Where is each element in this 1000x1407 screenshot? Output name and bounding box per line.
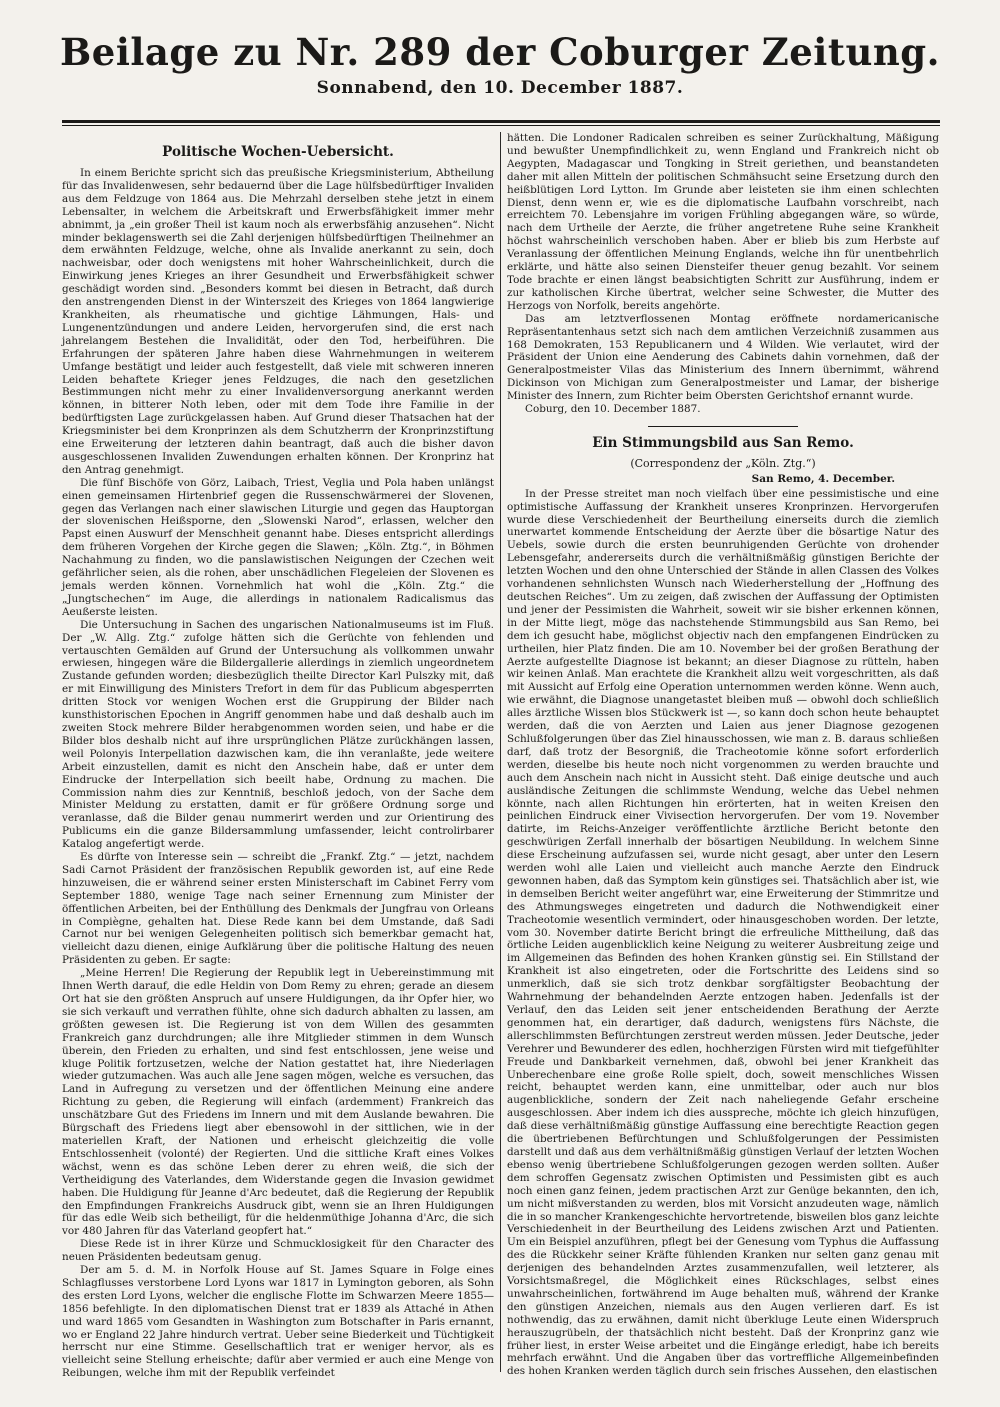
column-separator — [500, 132, 501, 1372]
left-column — [62, 132, 494, 1380]
city-date-line: Coburg, den 10. December 1887. — [525, 403, 701, 416]
article-divider — [648, 426, 798, 427]
article-paragraph: Die Untersuchung in Sachen des ungarischen Nationalmuseums ist im Fluß. Der „W. Allg. Ztg.“ zufolge hätten sich die Gerüchte von fehlenden und vertauschten Gemälden auf Grund der Untersuchung als vollkommen unwahr erwiesen, hingegen wäre die Bildergallerie allerdings in ziemlich ungeordnetem Zustande gefunden worden; diesbezüglich theilte Director Karl Pulszky mit, daß er mit Einwilligung des Ministers Trefort in dem für das Publicum abgesperrten dritten Stock vor wenigen Wochen erst die Gruppirung der Bilder nach kunsthistorischen Epochen in Angriff genommen habe und daß deshalb auch im zweiten Stock mehrere Bilder herabgenommen worden seien, und habe er die Bilder blos deshalb nicht auf ihre ursprünglichen Plätze zurückhängen lassen, weil Polonyis Interpellation dazwischen kam, die ihn veranlaßte, jede weitere Arbeit einzustellen, damit es nicht den Anschein habe, daß er unter dem Eindrucke der Interpellation sich beeilt habe, Ordnung zu machen. Die Commission nahm dies zur Kenntniß, beschloß jedoch, von der Sache dem Minister Meldung zu erstatten, damit er für größere Ordnung sorge und veranlasse, daß die Bilder genau nummerirt werden und zur Orientirung des Publicums ein die ganze Bildersammlung umfassender, leicht controlirbarer Katalog angefertigt werde. — [62, 618, 494, 851]
san-remo-dateline: San Remo, 4. December. — [751, 472, 895, 485]
article-paragraph: Der am 5. d. M. in Norfolk House auf St. James Square in Folge eines Schlagflusses verstorbene Lord Lyons war 1817 in Lymington geboren, als Sohn des ersten Lord Lyons, welcher die englische Flotte im Schwarzen Meere 1855—1856 befehligte. In den diplomatischen Dienst trat er 1839 als Attaché in Athen und ward 1865 vom Gesandten in Washington zum Botschafter in Paris ernannt, wo er England 22 Jahre hindurch vertrat. Ueber seine Biederkeit und Tüchtigkeit herrscht nur eine Stimme. Gesellschaftlich trat er weniger hervor, als es vielleicht seine Stellung erheischte; dafür aber vermied er auch eine Menge von Reibungen, welche ihm mit der Republik verfeindet — [62, 1264, 494, 1380]
masthead — [0, 30, 1000, 98]
section-heading-politics: Politische Wochen-Uebersicht. — [162, 144, 394, 160]
article-paragraph: Diese Rede ist in ihrer Kürze und Schmucklosigkeit für den Character des neuen Präsidenten bedeutsam genug. — [62, 1238, 494, 1264]
article-paragraph: „Meine Herren! Die Regierung der Republik legt in Uebereinstimmung mit Ihnen Werth darauf, die edle Heldin von Dom Remy zu ehren; gerade an diesem Ort hat sie den größten Anspruch auf unsere Huldigungen, da ihr Opfer hier, wo sie sich verkauft und verrathen fühlte, ohne sich dadurch abhalten zu lassen, am größten gewesen ist. Die Regierung ist von dem Willen des gesammten Frankreich ganz durchdrungen; alle ihre Mitglieder stimmen in dem Wunsch überein, den Frieden zu erhalten, und sind fest entschlossen, jene weise und kluge Politik fortzusetzen, welche der Nation gestattet hat, ihre Niederlagen wieder gutzumachen. Was auch alle Jene sagen mögen, welche es versuchen, das Land in Aufregung zu versetzen und der öffentlichen Meinung eine andere Richtung zu geben, die Regierung will einfach (ardemment) Frankreich das unschätzbare Gut des Friedens im Innern und mit dem Auslande bewahren. Die Bürgschaft des Friedens liegt aber ebensowohl in der sittlichen, wie in der materiellen Kraft, der Nationen und erheischt gleichzeitig die volle Entschlossenheit (volonté) der Regierten. Und die sittliche Kraft eines Volkes wächst, wenn es das schöne Leben derer zu ehren weiß, die sich der Vertheidigung des Vaterlandes, dem Widerstande gegen die Invasion gewidmet haben. Die Huldigung für Jeanne d'Arc bedeutet, daß die Regierung der Republik den Empfindungen Frankreichs Ausdruck gibt, wenn sie an Ihren Huldigungen für das edle Weib sich betheiligt, für die heldenmüthige Johanna d'Arc, die sich vor 480 Jahren für das Vaterland geopfert hat.“ — [62, 967, 494, 1238]
masthead-rule-thick — [62, 120, 940, 123]
article-paragraph: hätten. Die Londoner Radicalen schreiben es seiner Zurückhaltung, Mäßigung und bewußter Unempfindlichkeit zu, wenn England und Frankreich nicht ob Aegypten, Madagascar und Tongking in Streit geriethen, und beanstandeten daher mit allen Mitteln der politischen Schmähsucht seine Ersetzung durch den heißblütigen Lord Lytton. Im Grunde aber leisteten sie ihm einen schlechten Dienst, denn wenn er, wie es die diplomatische Laufbahn vorschreibt, nach erreichtem 70. Lebensjahre im vorigen Frühling abgegangen wäre, so würde, nach dem Urtheile der Aerzte, die früher angetretene Ruhe seine Krankheit höchst wahrscheinlich verschoben haben. Aber er blieb bis zum Herbste auf Veranlassung der öffentlichen Meinung Englands, welche ihn für unentbehrlich erklärte, und hätte also seinen Diensteifer theuer genug bezahlt. Vor seinem Tode brachte er einen längst beabsichtigten Schritt zur Ausführung, indem er zur katholischen Kirche übertrat, welcher seine Schwester, die Mutter des Herzogs von Norfolk, bereits angehörte. — [507, 132, 939, 312]
article-paragraph: Es dürfte von Interesse sein — schreibt die „Frankf. Ztg.“ — jetzt, nachdem Sadi Carnot Präsident der französischen Republik geworden ist, auf eine Rede hinzuweisen, die er während seiner ersten Ministerschaft im Cabinet Ferry vom September 1880, wenige Tage nach seiner Ernennung zum Minister der öffentlichen Arbeiten, bei der Enthüllung des Denkmals der Jungfrau von Orleans in Compiègne, gehalten hat. Diese Rede kann bei dem Umstande, daß Sadi Carnot nur bei wenigen Gelegenheiten politisch sich bemerkbar gemacht hat, vielleicht dazu dienen, einige Aufklärung über die politische Haltung des neuen Präsidenten zu geben. Er sagte: — [62, 851, 494, 967]
article-paragraph: Die fünf Bischöfe von Görz, Laibach, Triest, Veglia und Pola haben unlängst einen gemeinsamen Hirtenbrief gegen die Russenschwärmerei der Slovenen, gegen das Verlangen nach einer slawischen Liturgie und gegen das Hauptorgan der slovenischen Heißsporne, den „Slowenski Narod“, erlassen, welcher den Papst einen Auswurf der Menschheit genannt habe. Dieses entspricht allerdings dem früheren Vorgehen der Kirche gegen die Slawen; „Köln. Ztg.“, in Böhmen Nachahmung zu finden, wo die panslawistischen Neigungen der Czechen weit gefährlicher seien, als die rohen, aber unschädlichen Flegeleien der Slovenen es jemals werden können. Vornehmlich hat wohl die „Köln. Ztg.“ die „Jungtschechen“ im Auge, die allerdings in nationalem Radicalismus das Aeußerste leisten. — [62, 476, 494, 618]
masthead-date: Sonnabend, den 10. December 1887. — [316, 78, 684, 98]
article-paragraph: In einem Berichte spricht sich das preußische Kriegsministerium, Abtheilung für das Invalidenwesen, sehr bedauernd über die Lage hülfsbedürftiger Invaliden aus dem Feldzuge von 1864 aus. Die Mehrzahl derselben stehe jetzt in einem Lebensalter, in welchem die Arbeitskraft und Erwerbsfähigkeit immer mehr abnimmt, ja „ein großer Theil ist kaum noch als erwerbsfähig anzusehen“. Nicht minder beklagenswerth sei die Zahl derjenigen hülfsbedürftigen Theilnehmer an dem erwähnten Feldzuge, welche, ohne als Invalide anerkannt zu sein, doch nachweisbar, oder doch wenigstens mit hoher Wahrscheinlichkeit, durch die Einwirkung jenes Krieges an ihrer Gesundheit und Erwerbsfähigkeit schwer geschädigt worden sind. „Besonders kommt bei diesen in Betracht, daß durch den anstrengenden Dienst in der Winterszeit des Krieges von 1864 langwierige Krankheiten, als rheumatische und gichtige Lähmungen, Hals- und Lungenentzündungen und andere Leiden, hervorgerufen sind, die erst nach jahrelangem Bestehen die Invalidität, oder den Tod, herbeiführen. Die Erfahrungen der späteren Jahre haben diese Wahrnehmungen in weiterem Umfange bestätigt und leider auch festgestellt, daß viele mit schweren inneren Leiden behaftete Krieger jenes Feldzuges, die nach den gesetzlichen Bestimmungen nicht mehr zu einer Invalidenversorgung anerkannt werden können, in bitterer Noth leben, oder mit dem Tode ihre Familie in der bedürftigsten Lage zurückgelassen haben. Auf Grund dieser Thatsachen hat der Kriegsminister bei dem Kronprinzen als dem Schutzherrn der Kronprinzstiftung eine Erweiterung der letzteren dahin beantragt, daß auch die bisher davon ausgeschlossenen Invaliden Zuwendungen erhalten können. Der Kronprinz hat den Antrag genehmigt. — [62, 167, 494, 476]
section-heading-san-remo: Ein Stimmungsbild aus San Remo. — [592, 434, 854, 451]
correspondence-credit: (Correspondenz der „Köln. Ztg.“) — [630, 456, 816, 470]
masthead-rule-thin — [62, 125, 940, 126]
masthead-title: Beilage zu Nr. 289 der Coburger Zeitung. — [60, 30, 940, 74]
right-column — [507, 132, 939, 1378]
article-paragraph: Das am letztverflossenen Montag eröffnete nordamericanische Repräsentantenhaus setzt sich nach dem amtlichen Verzeichniß zusammen aus 168 Demokraten, 153 Republicanern und 4 Wilden. Wie verlautet, wird der Präsident der Union eine Aenderung des Cabinets dahin vornehmen, daß der Generalpostmeister Vilas das Ministerium des Innern übernimmt, während Dickinson von Michigan zum Generalpostmeister und Lamar, der bisherige Minister des Innern, zum Richter beim Obersten Gerichtshof ernannt wurde. — [507, 312, 939, 403]
article-paragraph: In der Presse streitet man noch vielfach über eine pessimistische und eine optimistische Auffassung der Krankheit unseres Kronprinzen. Hervorgerufen wurde diese Verschiedenheit der Beurtheilung einerseits durch die ziemlich unerwartet kommende Entscheidung der Aerzte über die bösartige Natur des Uebels, sowie durch die ersten beunruhigenden Gerüchte von drohender Lebensgefahr, andererseits durch die verhältnißmäßig günstigen Berichte der letzten Wochen und den ohne Unterschied der Stände in allen Classen des Volkes vorhandenen sehnlichsten Wunsch nach Wiederherstellung der „Hoffnung des deutschen Reiches“. Um zu zeigen, daß zwischen der Auffassung der Optimisten und jener der Pessimisten die Wahrheit, soweit wir sie bisher erkennen können, in der Mitte liegt, möge das nachstehende Stimmungsbild aus San Remo, bei dem ich gesucht habe, möglichst objectiv nach den empfangenen Eindrücken zu urtheilen, hier Platz finden. Die am 10. November bei der großen Berathung der Aerzte aufgestellte Diagnose ist bekannt; an dieser Diagnose zu rütteln, haben wir keinen Anlaß. Man erachtete die Krankheit allzu weit vorgeschritten, als daß mit Aussicht auf Erfolg eine Operation unternommen werden könne. Wenn auch, wie erwähnt, die Diagnose unangetastet bleiben muß — obwohl doch schließlich alles ärztliche Wissen blos Stückwerk ist —, so kann doch schon heute behauptet werden, daß die von Aerzten und Laien aus jener Diagnose gezogenen Schlußfolgerungen über das Ziel hinausschossen, wie man z. B. daraus schließen darf, daß trotz der Besorgniß, die Tracheotomie könne sofort erforderlich werden, dieselbe bis heute noch nicht vorgenommen zu werden brauchte und auch dem Anschein nach nicht in Aussicht steht. Daß einige deutsche und auch ausländische Zeitungen die schlimmste Wendung, welche das Uebel nehmen könnte, nach allen Richtungen hin erörterten, hat in weiten Kreisen den peinlichen Eindruck einer Vivisection hervorgerufen. Der vom 19. November datirte, im Reichs-Anzeiger veröffentlichte ärztliche Bericht betonte den geschwürigen Zerfall innerhalb der bösartigen Neubildung. In welchem Sinne diese Erscheinung aufzufassen sei, wurde nicht gesagt, aber unter den Lesern werden wohl alle Laien und vielleicht auch manche Aerzte den Eindruck gewonnen haben, daß das Symptom kein günstiges sei. Thatsächlich aber ist, wie in demselben Bericht weiter angeführt war, eine Erweiterung der Stimmritze und des Athmungsweges eingetreten und dadurch die Nothwendigkeit einer Tracheotomie wesentlich vermindert, oder hinausgeschoben worden. Der letzte, vom 30. November datirte Bericht bringt die erfreuliche Mittheilung, daß das örtliche Leiden augenblicklich keine Neigung zu weiterer Ausbreitung zeige und im Allgemeinen das Befinden des hohen Kranken günstig sei. Ein Stillstand der Krankheit ist also eingetreten, oder die Fortschritte des Leidens sind so unmerklich, daß sie sich trotz denkbar sorgfältigster Beobachtung der Wahrnehmung der behandelnden Aerzte entzogen haben. Jedenfalls ist der Verlauf, den das Leiden seit jener entscheidenden Berathung der Aerzte genommen hat, ein derartiger, daß dadurch, wenigstens fürs Nächste, die allerschlimmsten Befürchtungen zerstreut werden müssen. Jeder Deutsche, jeder Verehrer und Bewunderer des edlen, hochherzigen Fürsten wird mit tiefgefühlter Freude und Dankbarkeit vernehmen, daß, obwohl bei jener Krankheit das Unberechenbare eine große Rolle spielt, doch, soweit menschliches Wissen reicht, behauptet werden kann, eine unmittelbar, oder auch nur blos augenblickliche, sondern der Zeit nach naheliegende Gefahr erscheine ausgeschlossen. Aber indem ich dies ausspreche, möchte ich gleich hinzufügen, daß diese verhältnißmäßig günstige Auffassung eine berechtigte Reaction gegen die übertriebenen Befürchtungen und Schlußfolgerungen der Pessimisten darstellt und daß aus dem verhältnißmäßig günstigen Verlauf der letzten Wochen ebenso wenig übertriebene Schlußfolgerungen gezogen werden sollten. Außer dem schroffen Gegensatz zwischen Optimisten und Pessimisten gibt es auch noch einen ganz feinen, jedem practischen Arzt zur Genüge bekannten, den ich, um nicht mißverstanden zu werden, blos mit Vorsicht anzudeuten wage, nämlich die in so mancher Krankengeschichte hervortretende, bisweilen blos ganz leichte Verschiedenheit in der Beurtheilung des Leidens zwischen Arzt und Patienten. Um ein Beispiel anzuführen, pflegt bei der Genesung vom Typhus die Auffassung des die Rückkehr seiner Kräfte fühlenden Kranken nur selten ganz genau mit derjenigen des behandelnden Arztes zusammenzufallen, weil letzterer, als Vorsichtsmaßregel, die Möglichkeit eines Rückschlages, selbst eines unwahrscheinlichen, fortwährend im Auge behalten muß, während der Kranke den günstigen Anzeichen, niemals aus den Augen verlieren darf. Es ist nothwendig, das zu erwähnen, damit nicht überkluge Leute einen Widerspruch herauszugrübeln, der thatsächlich nicht besteht. Daß der Kronprinz ganz wie früher liest, in erster Weise arbeitet und die Eingänge erledigt, habe ich bereits mehrfach erwähnt. Und die Angaben über das vortreffliche Allgemeinbefinden des hohen Kranken werden täglich durch sein frisches Aussehen, den elastischen — [507, 487, 939, 1378]
